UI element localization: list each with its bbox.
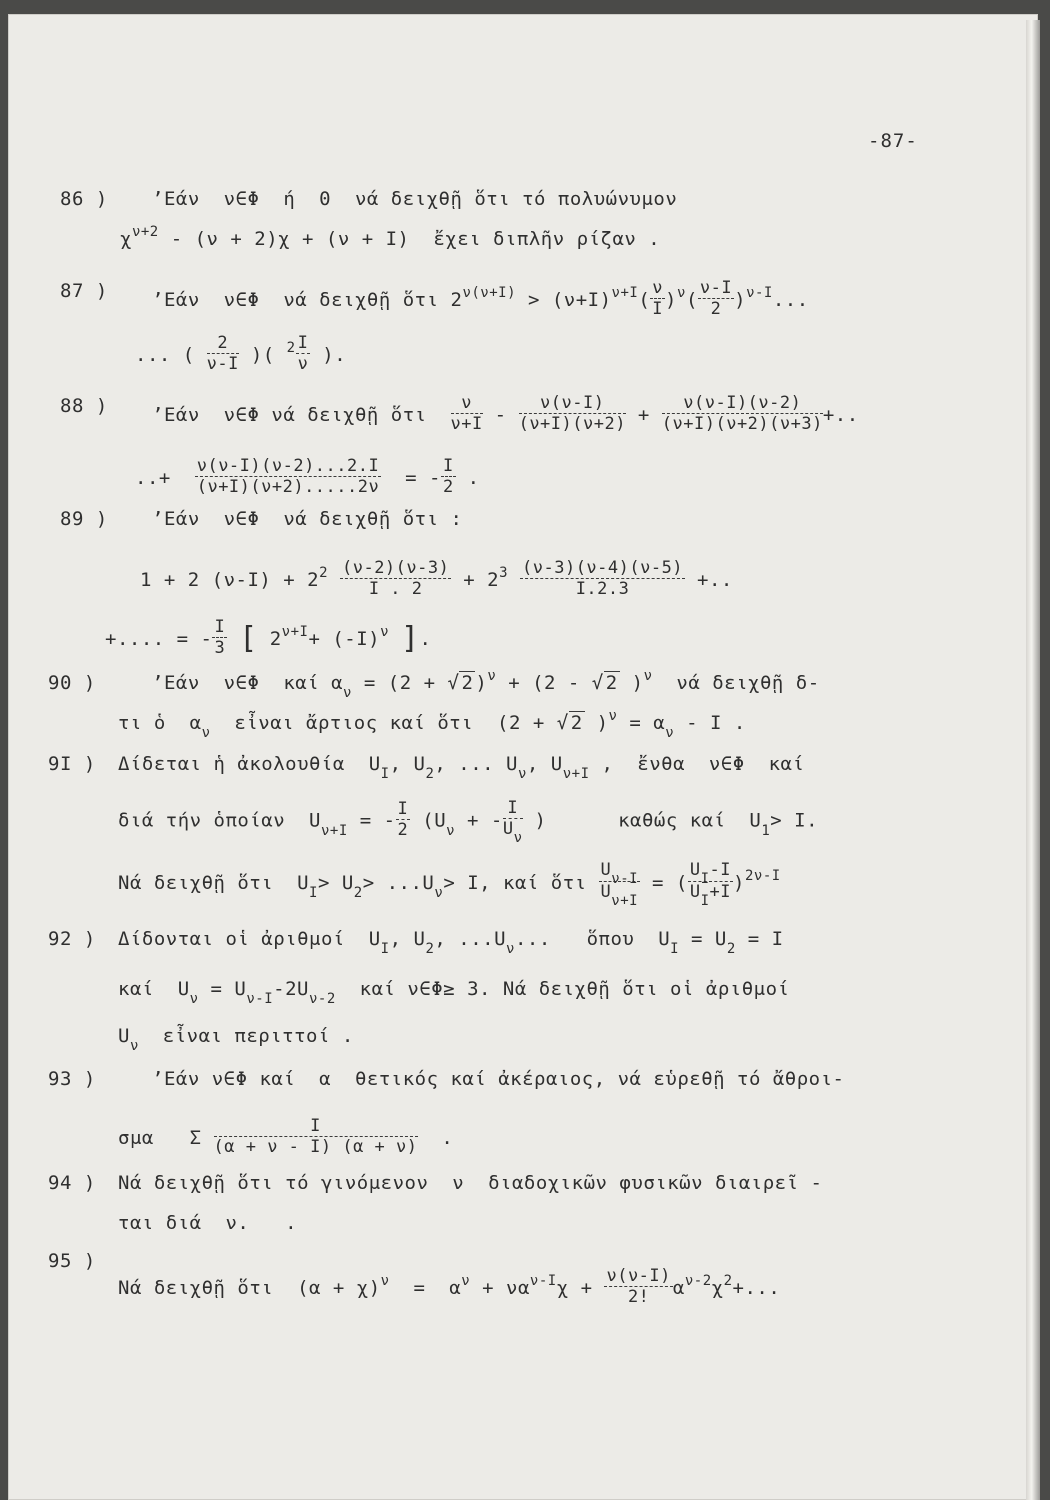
math-exp: ν-2 [684, 1273, 712, 1289]
page-edge [1026, 20, 1040, 1500]
numerator: I [214, 1116, 418, 1137]
math: χ [120, 228, 132, 250]
math-sub: 2 [726, 941, 736, 957]
denominator: ν [297, 354, 309, 374]
bracket: [ [239, 621, 258, 656]
math: ’Εάν ν∈Φ καί α [152, 672, 344, 694]
radical: 2 [605, 672, 618, 694]
fraction [207, 333, 239, 374]
math-sub: ν-I [611, 871, 639, 887]
math-exp: ν-I [753, 868, 781, 884]
math-sub: I [700, 871, 710, 887]
problem-text-line3: +.... = - $\frac{I}{3}$ [ $2^{\nu+I}+ (-I)^\nu$ ]. [105, 617, 432, 658]
problem-text-line2: ται διά ν. . [118, 1212, 298, 1234]
problem-text: ’Εάν ν∈Φ νά δειχθῇ ὅτι $2^{\nu(\nu+I)} > (\nu+I)^{\nu+I}$( $\frac{\nu}{I}$ )$^\nu$( $\frac{\nu-I}{2}$ )$^{\nu-I}$... [152, 278, 809, 319]
math: . [467, 467, 480, 489]
math: καί ν∈Φ≥ 3. Νά δειχθῇ ὅτι οἱ ἀριθμοί [335, 978, 790, 1000]
math-sub: ν-I [246, 991, 274, 1007]
denominator: 2 [397, 819, 409, 840]
math-exp: ν [380, 624, 390, 640]
math: ) [584, 712, 609, 734]
fraction [519, 393, 626, 434]
math-exp: ν [461, 1273, 471, 1289]
numerator: I [397, 798, 409, 819]
problem-text-line2 [118, 1118, 453, 1159]
math-sub: 2 [353, 885, 363, 901]
problem-text: ’Εάν ν∈Φ καί $\alpha_\nu = (2$ + √ 2 )$^\nu$ + (2 - √ 2 )$^\nu$ νά δειχθῇ δ- [152, 668, 820, 701]
denominator: I . 2 [368, 579, 423, 599]
math: U [502, 819, 514, 839]
fraction [195, 456, 382, 497]
math: εἶναι περιττοί . [138, 1025, 354, 1047]
math: + να [470, 1277, 530, 1299]
math-sub: I [700, 893, 710, 909]
problem-text [118, 928, 784, 957]
numerator: ν-I [699, 278, 733, 298]
problem-text-line2: τι ὁ $\alpha_\nu$ εἶναι ἄρτιος καί ὅτι (2 + √ 2 )$^\nu = \alpha_\nu - I$ . [118, 708, 746, 741]
math: +.. [822, 404, 859, 426]
math-exp: ν+2 [131, 224, 159, 240]
math: καί U [118, 978, 190, 1000]
fraction [604, 1266, 672, 1307]
fraction [520, 558, 685, 599]
math: > (ν+I) [527, 289, 612, 311]
problem-number: 89 ) [60, 508, 108, 530]
math: ). [310, 344, 347, 366]
math-sub: ν [201, 725, 211, 741]
fraction [340, 558, 451, 599]
math-sub: ν [665, 725, 675, 741]
math: , ἔνθα ν∈Φ καί [589, 753, 805, 775]
math-exp: 3 [499, 565, 509, 581]
problem-text-line3 [118, 1025, 354, 1054]
math: , ...U [434, 928, 507, 950]
math: U [689, 860, 701, 880]
math: U [689, 882, 701, 902]
math: Δίδεται ἡ ἀκολουθία U [118, 753, 381, 775]
problem-text: ’Εάν ν∈Φ καί α θετικός καί ἀκέραιος, νά εὑρεθῇ τό ἄθροι- [152, 1068, 845, 1090]
fraction [599, 860, 641, 909]
math-sub: ν [189, 991, 199, 1007]
fraction [396, 799, 411, 840]
math: = U [679, 928, 727, 950]
denominator: (α + ν - I) (α + ν) [213, 1137, 418, 1157]
numerator [688, 860, 733, 887]
math-sub: 2 [425, 941, 435, 957]
numerator: ν(ν-I)(ν-2)...2.I [196, 456, 380, 476]
math: . [419, 628, 432, 650]
fraction [688, 860, 733, 909]
math-sub: 2 [425, 766, 435, 782]
denominator: 3 [214, 638, 226, 658]
math: τι ὁ α [118, 712, 202, 734]
math: -2U [273, 978, 309, 1000]
denominator: I [652, 299, 664, 319]
math-exp: 2 [723, 1273, 733, 1289]
fraction [212, 617, 227, 658]
math: + [637, 404, 650, 426]
math-sub: 1 [761, 822, 771, 839]
math: + (2 - [496, 672, 592, 694]
denominator [502, 819, 523, 846]
radical: 2 [461, 672, 474, 694]
problem-text-line2 [135, 335, 346, 376]
fraction [662, 393, 823, 434]
math-exp: ν(ν+I) [462, 285, 517, 301]
math-exp: 2 [319, 565, 329, 581]
math: + (-I) [308, 628, 381, 650]
math: ) [733, 872, 745, 894]
fraction [451, 393, 483, 434]
numerator: ν(ν-I) [606, 1266, 671, 1286]
math-exp: ν [677, 285, 686, 301]
denominator: (ν+I)(ν+2) [518, 414, 626, 434]
math-sub: I [380, 766, 390, 782]
numerator: (ν-3)(ν-4)(ν-5) [522, 558, 684, 578]
math: (U [422, 809, 447, 832]
math: U [600, 882, 612, 902]
math: > I. [770, 809, 819, 832]
math: , U [389, 928, 426, 950]
math: +I [709, 882, 732, 902]
math-sub: ν [434, 885, 444, 901]
math: ) [665, 289, 677, 311]
problem-text-line2: ..+ $\frac{\nu(\nu-I)(\nu-2)...2.I}{(\nu+I)(\nu+2).....2\nu}$ = - $\frac{I}{2}$ . [135, 456, 480, 497]
math: . [417, 1127, 454, 1149]
problem-text-line2 [140, 560, 733, 601]
denominator: 2 [442, 477, 454, 497]
math: ’Εάν ν∈Φ νά δειχθῇ ὅτι [152, 289, 439, 311]
math-exp: 2 [286, 340, 296, 356]
math-sub: ν [506, 941, 515, 957]
math: = ( [640, 872, 688, 894]
math-exp: ν [380, 1273, 390, 1289]
math: ) [734, 289, 747, 311]
problem-number: 95 ) [48, 1250, 96, 1272]
numerator: ν(ν-I) [519, 393, 626, 414]
math: 1 + 2 (ν-I) + 2 [140, 569, 320, 591]
math: U [600, 860, 612, 880]
problem-text [152, 395, 859, 436]
denominator: (ν+I)(ν+2)(ν+3) [661, 414, 823, 434]
math-sub: ν [129, 1038, 139, 1054]
math-sub: ν+I [320, 822, 348, 839]
math: ..+ [135, 467, 171, 489]
problem-number: 86 ) [60, 188, 108, 210]
math-exp: ν [643, 668, 653, 684]
math-sub: I [309, 885, 318, 901]
problem-number: 93 ) [48, 1068, 96, 1090]
page-number: -87- [868, 130, 918, 152]
math-exp: ν [608, 708, 618, 724]
math: > ...U [362, 872, 435, 894]
math: χ [711, 1277, 724, 1299]
problem-text-line2 [118, 978, 790, 1007]
denominator: 2! [627, 1287, 650, 1307]
numerator: (ν-2)(ν-3) [341, 558, 450, 578]
problem-number: 87 ) [60, 280, 108, 302]
fraction [296, 333, 311, 374]
math: = U [198, 978, 247, 1000]
math: > U [317, 872, 354, 894]
math: +... [732, 1277, 781, 1299]
math: , U [526, 753, 563, 775]
fraction [650, 278, 665, 319]
math: χ + [556, 1277, 593, 1299]
bracket: ] [400, 621, 420, 656]
problem-text-line2: διά τήν ὁποίαν $U_{\nu+I}$ = - $\frac{I}{2}$ ($U_\nu$ + - $\frac{I}{U_\nu}$ ) καθώς καί $U_1> I$. [118, 798, 819, 846]
problem-number: 94 ) [48, 1172, 96, 1194]
numerator: ν [652, 278, 664, 298]
math: ... ὅπου U [514, 928, 671, 950]
math: - (ν + 2)χ + (ν + I) ἔχει διπλῆν ρίζαν . [170, 228, 661, 250]
numerator: I [214, 617, 226, 637]
math: ’Εάν ν∈Φ νά δειχθῇ ὅτι [152, 404, 427, 426]
math: = I [735, 928, 784, 950]
math-sub: I [670, 941, 680, 957]
math-sub: ν [343, 685, 352, 701]
math-sub: ν [517, 766, 527, 782]
math-exp: ν-I [746, 285, 773, 301]
numerator: ν(ν-I)(ν-2) [662, 393, 823, 414]
denominator: ν-I [206, 354, 239, 374]
math-exp: ν+I [281, 624, 309, 640]
math: εἶναι ἄρτιος καί ὅτι (2 + [210, 712, 557, 734]
math: )( [250, 344, 287, 366]
problem-text [118, 753, 805, 782]
numerator: I [503, 798, 523, 819]
math: , ... U [434, 753, 518, 775]
numerator [599, 860, 641, 887]
math-sub: I [380, 941, 390, 957]
problem-text: Νά δειχθῇ ὅτι τό γινόμενον ν διαδοχικῶν φυσικῶν διαιρεῖ - [118, 1172, 823, 1194]
math: Δίδονται οἱ ἀριθμοί U [118, 928, 381, 950]
math-sub: ν+I [562, 766, 590, 782]
math: σμα Σ [118, 1127, 202, 1149]
fraction [698, 278, 734, 319]
math: = [405, 467, 418, 489]
radical: 2 [570, 712, 583, 734]
numerator: I [442, 456, 454, 476]
math: + 2 [463, 569, 500, 591]
numerator: I [297, 333, 309, 353]
math: ) [619, 672, 644, 694]
math: 2 [269, 628, 282, 650]
problem-text: ’Εάν ν∈Φ νά δειχθῇ ὅτι : [152, 508, 463, 530]
problem-number: 90 ) [48, 672, 96, 694]
math: = α [617, 712, 666, 734]
math: Νά δειχθῇ ὅτι (α + χ) [118, 1277, 381, 1299]
math-exp: ν [487, 668, 497, 684]
math: νά δειχθῇ δ- [652, 672, 820, 694]
math: = [347, 809, 372, 832]
math: ... [772, 289, 809, 311]
math: , U [389, 753, 426, 775]
problem-text-line3 [118, 860, 781, 909]
math: = (2 + [351, 672, 448, 694]
fraction [502, 798, 523, 846]
math-exp: ν+I [611, 285, 639, 301]
math-sub: ν+I [611, 893, 639, 909]
math: U [118, 1025, 130, 1047]
denominator: (ν+I)(ν+2).....2ν [196, 477, 380, 497]
math: ... ( [135, 344, 195, 366]
problem-text [118, 1268, 780, 1309]
math-sub: ν [446, 822, 456, 839]
math: Νά δειχθῇ ὅτι U [118, 872, 310, 894]
denominator: ν+I [450, 414, 483, 434]
problem-number: 88 ) [60, 395, 108, 417]
math-exp: ν-I [529, 1273, 557, 1289]
problem-number: 9I ) [48, 753, 96, 775]
denominator: 2 [710, 299, 722, 319]
math: - [494, 404, 507, 426]
math: ) [475, 672, 488, 694]
math: διά τήν ὁποίαν U [118, 809, 321, 832]
math: > I, καί ὅτι [443, 872, 587, 894]
problem-text-line2 [120, 224, 661, 250]
math: +.. [697, 569, 733, 591]
math: -I [709, 860, 732, 880]
problem-number: 92 ) [48, 928, 96, 950]
problem-text: ’Εάν ν∈Φ ή 0 νά δειχθῇ ὅτι τό πολυώνυμον [152, 188, 678, 210]
fraction [441, 456, 456, 497]
math-exp: 2 [744, 868, 754, 884]
math: + [455, 809, 479, 832]
math: - I . [674, 712, 746, 734]
numerator: 2 [207, 333, 239, 354]
fraction [214, 1116, 418, 1157]
math: = α [389, 1277, 462, 1299]
math: ) καθώς καί U [534, 809, 762, 832]
math-sub: ν-2 [308, 991, 336, 1007]
denominator: I.2.3 [575, 579, 630, 599]
math-sub: ν [513, 830, 523, 846]
math: ( [685, 289, 698, 311]
denominator [688, 882, 733, 909]
math: α [672, 1277, 685, 1299]
numerator: ν [451, 393, 483, 414]
math: ( [638, 289, 651, 311]
math: +.... = [105, 628, 189, 650]
